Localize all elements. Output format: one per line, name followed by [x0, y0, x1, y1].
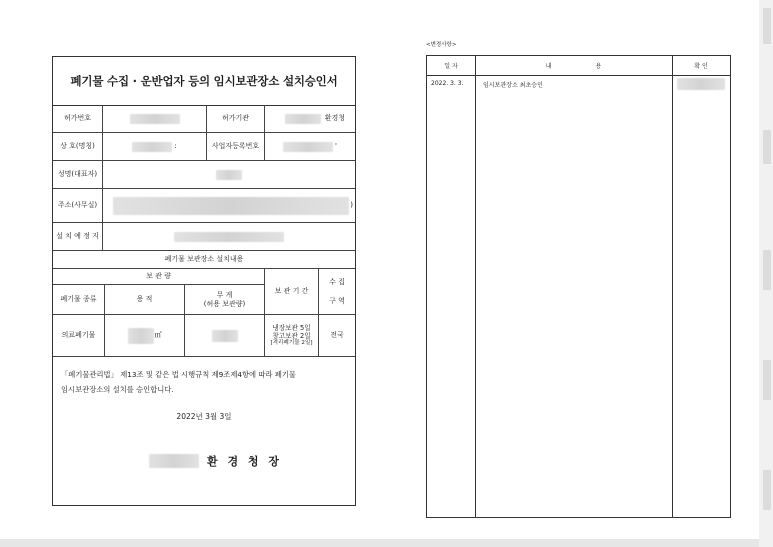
section-header: 폐기물 보관장소 설치내용 [53, 251, 355, 269]
divider [672, 56, 673, 517]
address-label: 주소(사무실) [53, 189, 103, 223]
row-content: 임시보관장소 최초승인 [483, 82, 543, 89]
change-record-title: <변경사항> [426, 42, 457, 48]
permit-no-value [103, 105, 207, 133]
company-value: : [103, 133, 207, 161]
area-header: 용 적 [105, 285, 185, 315]
issuer-title: 환 경 청 장 [207, 455, 282, 468]
divider [475, 56, 476, 517]
area-value: ㎡ [105, 315, 185, 357]
col-date-header: 일 자 [427, 56, 475, 76]
issuer-redacted [149, 454, 199, 468]
location-value [103, 223, 355, 251]
permit-agency-value: 환경청 [265, 105, 355, 133]
col-content-header: 내 용 [475, 56, 672, 76]
representative-label: 성명(대표자) [53, 161, 103, 189]
collect-area-value: 전국 [319, 315, 355, 357]
approval-statement: 「폐기물관리법」 제13조 및 같은 법 시행규칙 제9조제4항에 따라 폐기물 임시보관장소의 설치를 승인합니다. [61, 370, 296, 394]
row-date: 2022. 3. 3. [431, 80, 464, 87]
waste-type-header: 폐기물 종류 [53, 285, 105, 315]
approval-certificate [52, 56, 356, 506]
collect-area-header: 수 집 구 역 [319, 269, 355, 315]
storage-amount-header: 보 관 량 [53, 269, 265, 285]
permit-no-label: 허가번호 [53, 105, 103, 133]
issue-date: 2022년 3월 3일 [176, 412, 232, 421]
weight-header: 무 게 (허용 보관량) [185, 285, 265, 315]
permit-agency-label: 허가기관 [207, 105, 265, 133]
right-page-edge [759, 0, 773, 547]
location-label: 설 치 예 정 지 [53, 223, 103, 251]
waste-type-value: 의료폐기물 [53, 315, 105, 357]
storage-period-header: 보 관 기 간 [265, 269, 319, 315]
representative-value [103, 161, 355, 189]
bottom-shadow [0, 539, 773, 547]
change-record-table [426, 55, 731, 518]
certificate-title: 폐기물 수집 · 운반업자 등의 임시보관장소 설치승인서 [53, 57, 355, 106]
weight-value [185, 315, 265, 357]
address-value: ) [103, 189, 355, 223]
company-label: 상 호(명칭) [53, 133, 103, 161]
row-confirm-redacted [677, 78, 725, 90]
biz-reg-label: 사업자등록번호 [207, 133, 265, 161]
storage-period-value: 냉장보관 5일 창고보관 2일 [격리폐기물 2일] [265, 315, 319, 357]
col-confirm-header: 확 인 [672, 56, 730, 76]
biz-reg-value: ' [265, 133, 355, 161]
issuer [149, 453, 282, 469]
